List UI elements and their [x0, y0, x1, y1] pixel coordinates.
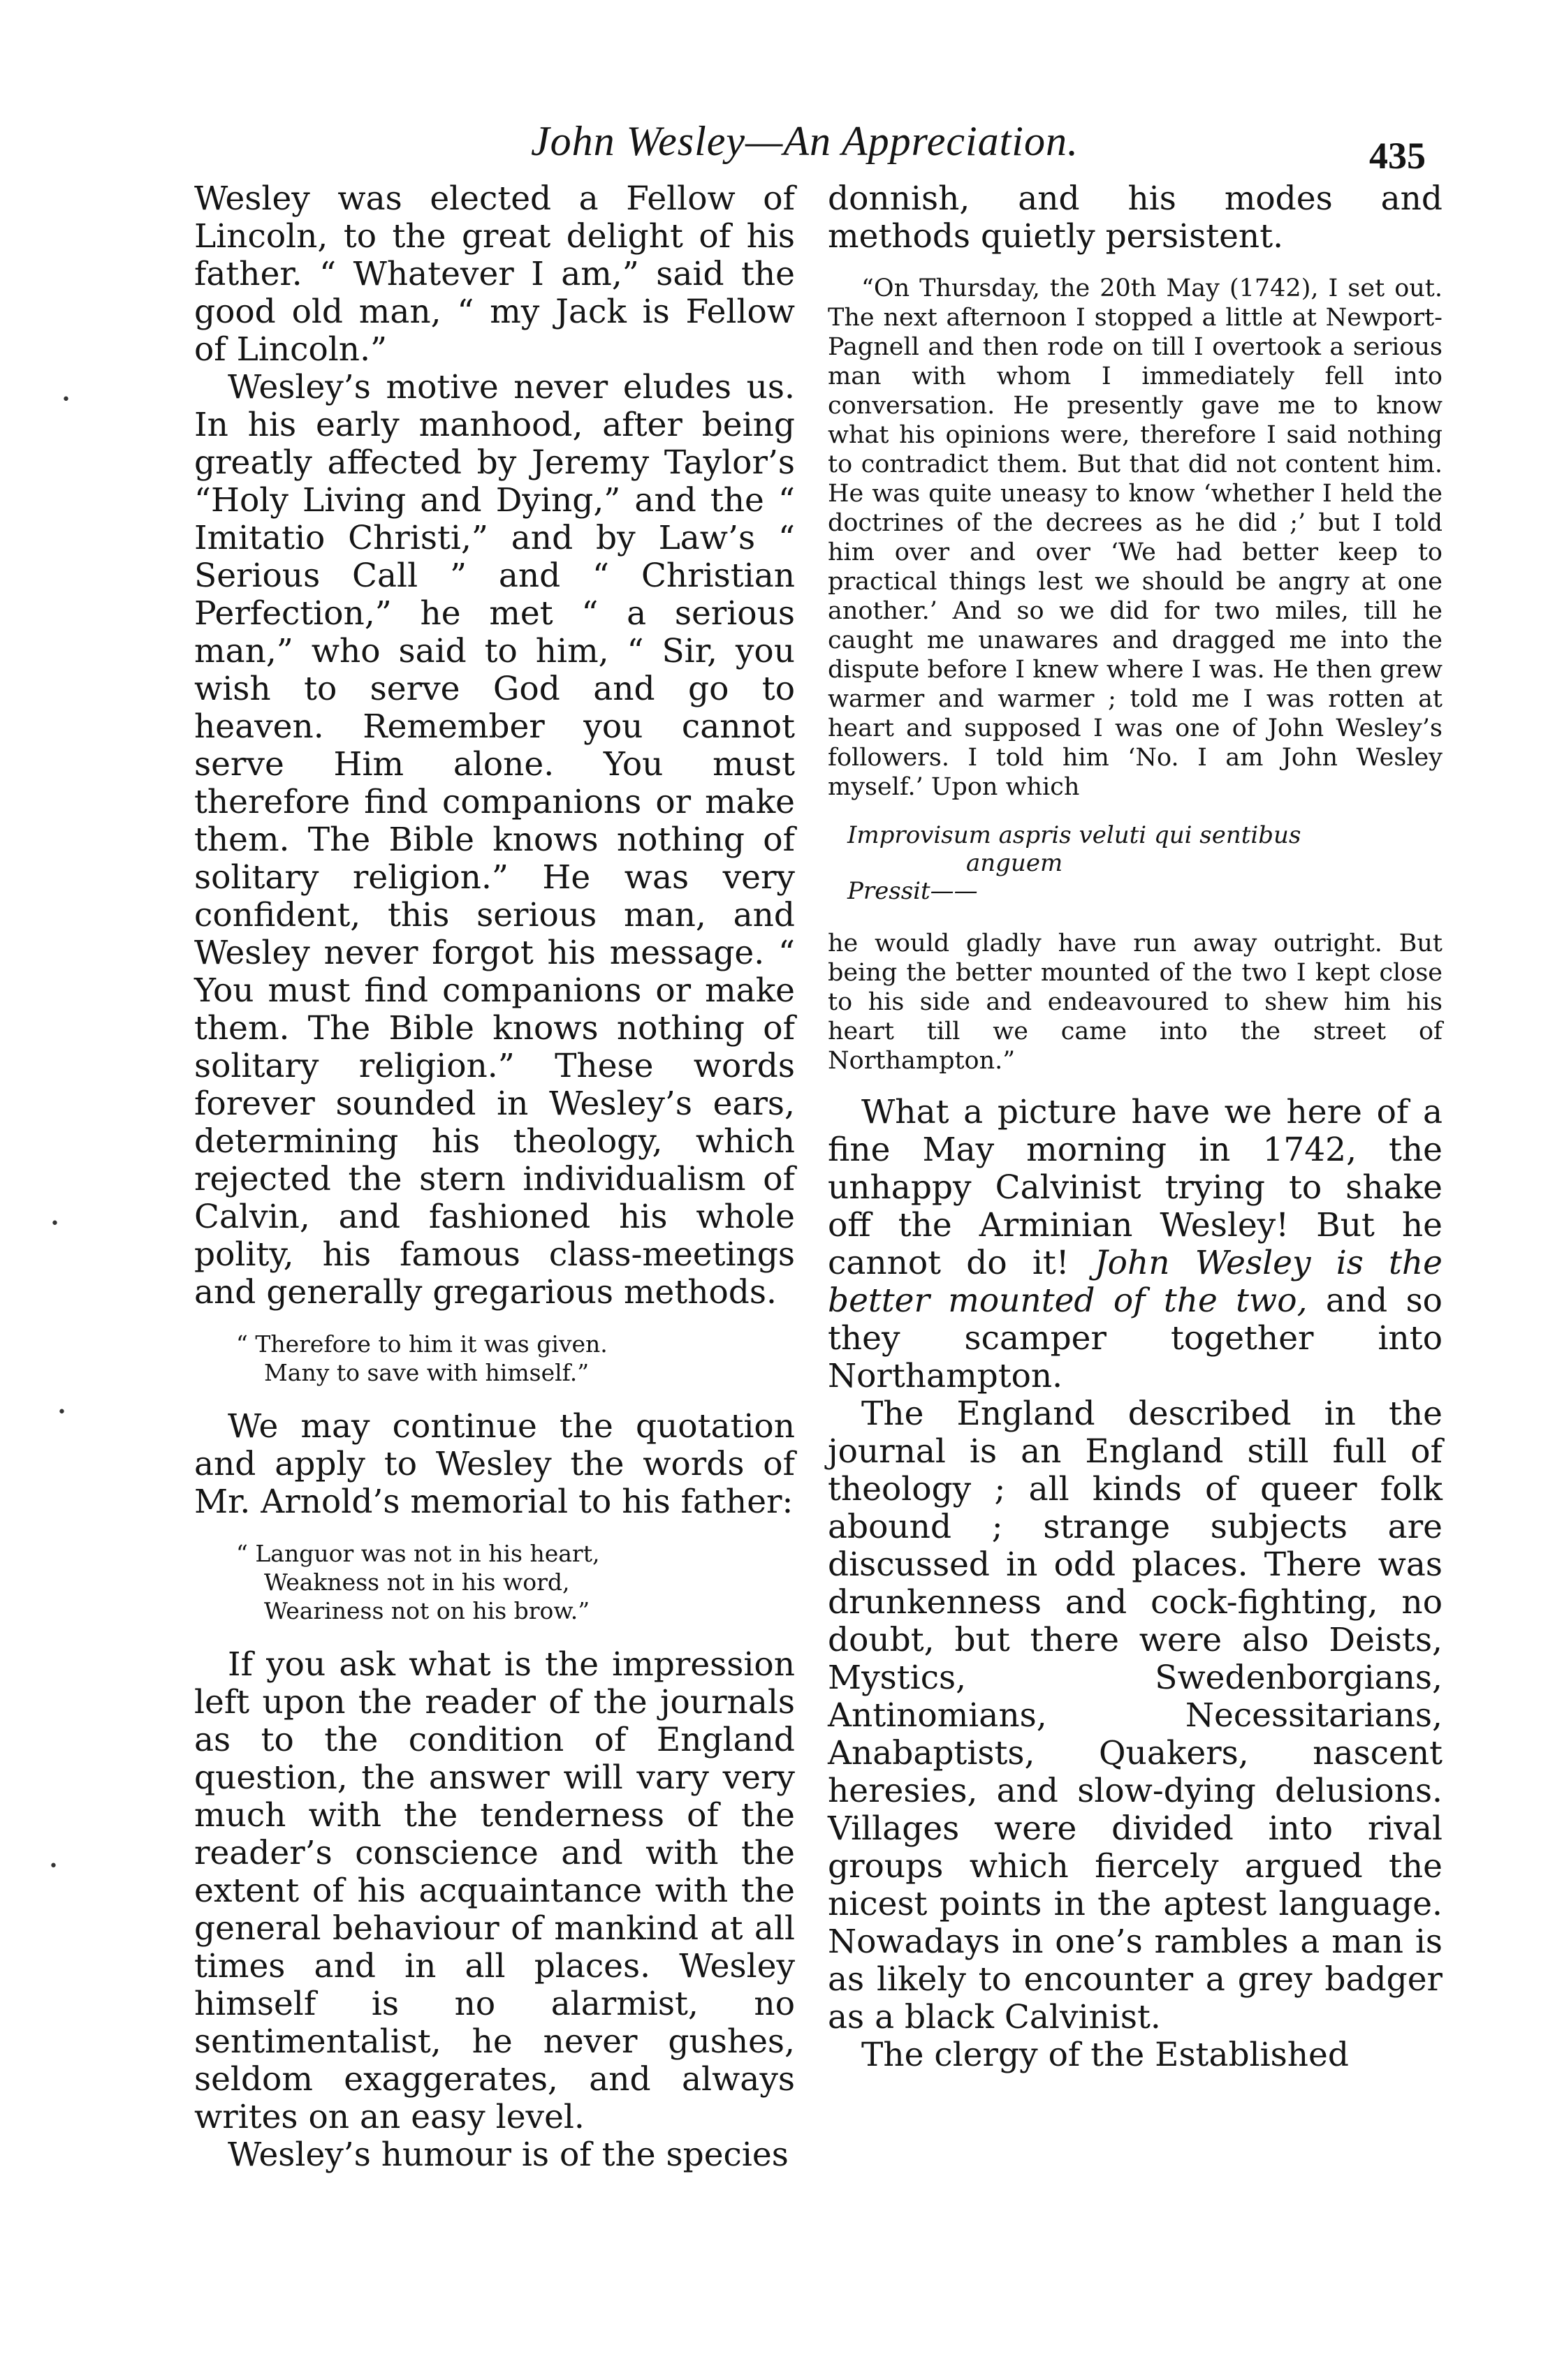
paragraph: Wesley was elected a Fellow of Lincoln, to the great delight of his father. “ Whatever I am,” said the good old man, “ my Jack is Fellow of Lincoln.” — [194, 179, 795, 369]
page-number: 435 — [1369, 135, 1426, 177]
paragraph: donnish, and his modes and methods quietly persistent. — [828, 179, 1443, 256]
verse-line: “ Languor was not in his heart, — [236, 1540, 600, 1567]
left-column — [194, 180, 795, 2174]
journal-extract: “On Thursday, the 20th May (1742), I set out. The next afternoon I stopped a little at Newport-Pagnell and then rode on till I overtook a serious man with whom I immediately fell into conversation. He presently gave me to know what his opinions were, therefore I said nothing to contradict them. But that did not content him. He was quite uneasy to know ‘whether I held the doctrines of the decrees as he did ;’ but I told him over and over ‘We had better keep to practical things lest we should be angry at one another.’ And so we did for two miles, till he caught me unawares and dragged me into the dispute before I knew where I was. He then grew warmer and warmer ; told me I was rotten at heart and supposed I was one of John Wesley’s followers. I told him ‘No. I am John Wesley myself.’ Upon which — [828, 274, 1443, 801]
paragraph: The England described in the journal is an England still full of theology ; all kinds of queer folk abound ; strange subjects are discussed in odd places. There was drunkenness and cock-fighting, no doubt, but there were also Deists, Mystics, Swedenborgians, Antinomians, Necessitarians, Anabaptists, Quakers, nascent heresies, and slow-dying delusions. Villages were divided into rival groups which fiercely argued the nicest points in the aptest language. Nowadays in one’s rambles a man is as likely to encounter a grey badger as a black Calvinist. — [828, 1395, 1443, 2036]
right-column — [828, 180, 1443, 2074]
verse-line: “ Therefore to him it was given. — [236, 1330, 608, 1358]
paragraph: Wesley’s humour is of the species — [228, 2136, 789, 2174]
verse-quote — [208, 1539, 795, 1625]
text-run: and so they scamper together into Northampton. — [828, 1281, 1443, 1395]
running-title: John Wesley—An Appreciation. — [531, 118, 1079, 164]
paragraph: If you ask what is the impression left upon the reader of the journals as to the condition of England question, the answer will vary very much with the tenderness of the reader’s conscience and with the extent of his acquaintance with the general behaviour of mankind at all times and in all places. Wesley himself is no alarmist, no sentimentalist, he never gushes, seldom exaggerates, and always writes on an easy level. — [194, 1645, 795, 2136]
verse-line: Weariness not on his brow.” — [264, 1597, 590, 1624]
latin-line: anguem — [966, 849, 1063, 877]
latin-line: Pressit—— — [847, 877, 978, 905]
paragraph: Wesley’s motive never eludes us. In his early manhood, after being greatly affected by Jeremy Taylor’s “Holy Living and Dying,” and the “ Imitatio Christi,” and by Law’s “ Serious Call ” and “ Christian Perfection,” he met “ a serious man,” who said to him, “ Sir, you wish to serve God and go to heaven. Remember you cannot serve Him alone. You must therefore find companions or make them. The Bible knows nothing of solitary religion.” He was very confident, this serious man, and Wesley never forgot his message. “ You must find companions or make them. The Bible knows nothing of solitary religion.” These words forever sounded in Wesley’s ears, determining his theology, which rejected the stern individualism of Calvin, and fashioned his whole polity, his famous class-meetings and generally gregarious methods. — [194, 368, 795, 1312]
running-head — [0, 105, 1541, 177]
paragraph: The clergy of the Established — [861, 2036, 1349, 2074]
text-run: What a picture have we here of a fine May morning in 1742, the unhappy Calvinist trying to shake off the Arminian Wesley! But he cannot do it! — [828, 1093, 1443, 1282]
scan-speck: • — [50, 1215, 59, 1233]
scan-speck: • — [61, 391, 71, 409]
verse-quote — [208, 1330, 795, 1387]
paragraph: We may continue the quotation and apply to Wesley the words of Mr. Arnold’s memorial to his father: — [194, 1407, 795, 1521]
scan-speck: • — [49, 1858, 58, 1875]
verse-line: Weakness not in his word, — [264, 1569, 570, 1596]
scan-speck: • — [57, 1404, 66, 1421]
journal-extract: he would gladly have run away outright. But being the better mounted of the two I kept close to his side and endeavoured to shew him his heart till we came into the street of Northampton.” — [828, 930, 1443, 1075]
italic-text-run: John Wesley is the better mounted of the two, — [828, 1244, 1443, 1320]
verse-line: Many to save with himself.” — [264, 1359, 590, 1386]
latin-quote — [847, 821, 1443, 905]
latin-line: Improvisum aspris veluti qui sentibus — [847, 821, 1301, 849]
paragraph — [828, 1094, 1443, 1395]
